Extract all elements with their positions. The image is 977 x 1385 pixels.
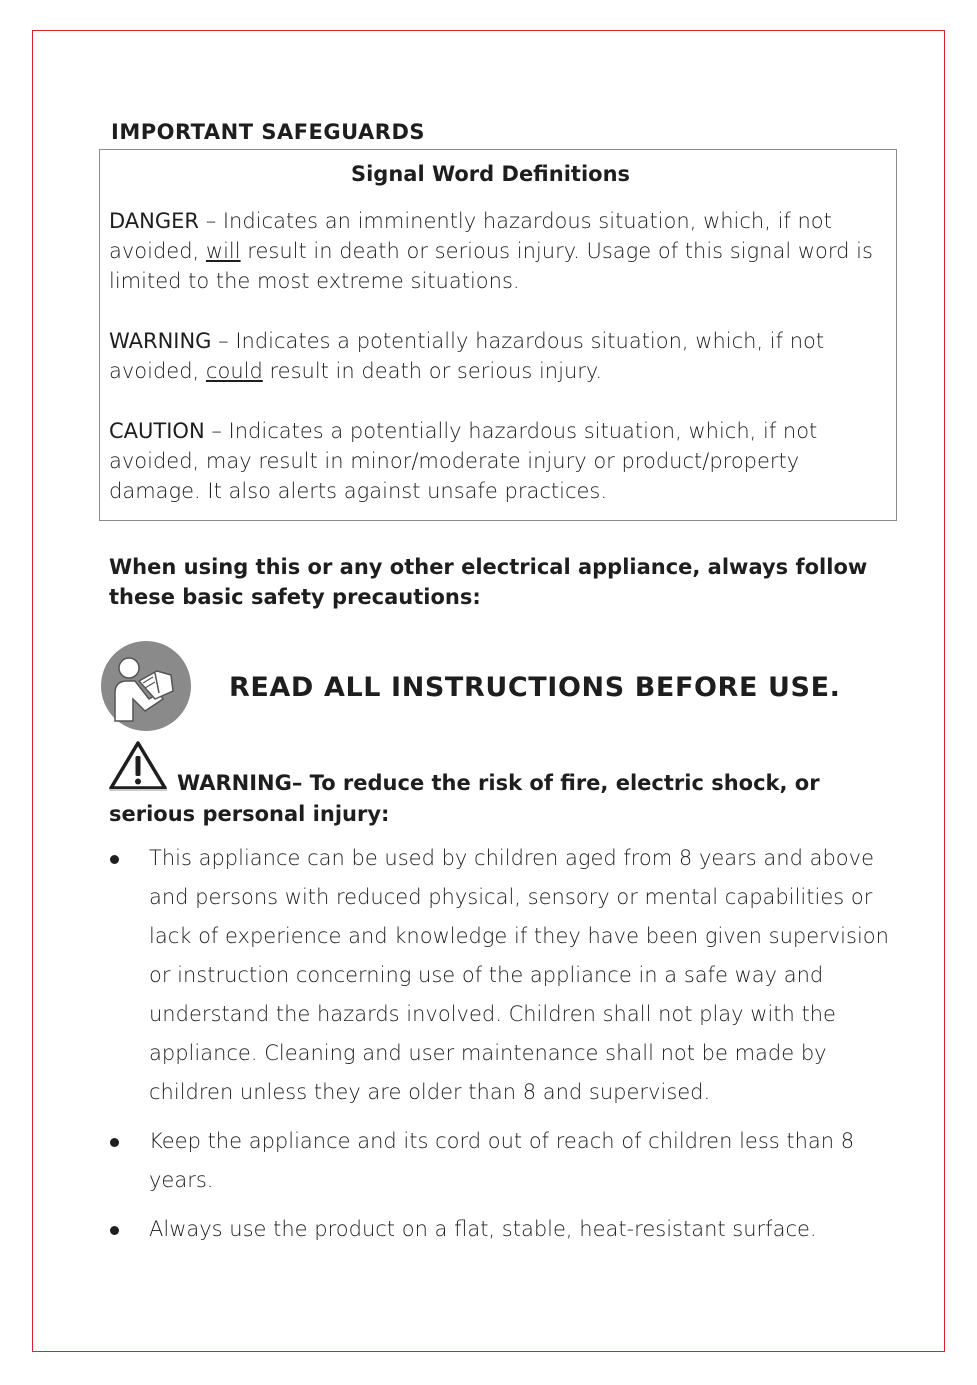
list-item-text: Always use the product on a flat, stable, heat-resistant surface. bbox=[149, 1217, 817, 1241]
safety-intro: When using this or any other electrical appliance, always follow these basic safety precautions: bbox=[109, 555, 868, 609]
section-title: IMPORTANT SAFEGUARDS bbox=[111, 120, 426, 144]
warning-definition bbox=[109, 326, 894, 386]
warning-text-after: result in death or serious injury. bbox=[262, 359, 603, 383]
danger-text-before: – Indicates an imminently hazardous situation, which, if not avoided, bbox=[109, 209, 832, 263]
safety-precautions-list bbox=[110, 839, 900, 1259]
list-item-text: This appliance can be used by children aged from 8 years and above and persons with reduced physical, sensory or mental capabilities or lack of experience and knowledge if they have been given supervision or instruction concerning use of the appliance in a safe way and understand the hazards involved. Children shall not play with the appliance. Cleaning and user maintenance shall not be made by children unless they are older than 8 and supervised. bbox=[149, 846, 889, 1104]
warning-text-before: – Indicates a potentially hazardous situation, which, if not avoided, bbox=[109, 329, 825, 383]
read-manual-icon bbox=[101, 641, 191, 731]
danger-text-after: result in death or serious injury. Usage of this signal word is limited to the most extreme situations. bbox=[109, 239, 873, 293]
warning-header-text: WARNING– To reduce the risk of fire, electric shock, or serious personal injury: bbox=[109, 771, 820, 826]
danger-definition bbox=[109, 206, 894, 296]
danger-term: DANGER bbox=[109, 209, 200, 233]
list-item bbox=[110, 1122, 900, 1200]
warning-underlined-word: could bbox=[205, 359, 263, 383]
caution-text: – Indicates a potentially hazardous situation, which, if not avoided, may result in minor/moderate injury or product/property damage. It also alerts against unsafe practices. bbox=[109, 419, 818, 503]
bullet-icon bbox=[110, 855, 119, 864]
read-instructions-heading: READ ALL INSTRUCTIONS BEFORE USE. bbox=[229, 672, 841, 703]
definitions-heading: Signal Word Definitions bbox=[350, 162, 631, 186]
list-item-text: Keep the appliance and its cord out of reach of children less than 8 years. bbox=[149, 1129, 855, 1192]
list-item bbox=[110, 839, 900, 1112]
list-item bbox=[110, 1210, 900, 1249]
caution-definition bbox=[109, 416, 894, 506]
warning-header bbox=[109, 768, 889, 830]
bullet-icon bbox=[110, 1226, 119, 1235]
warning-term: WARNING bbox=[109, 329, 212, 353]
caution-term: CAUTION bbox=[109, 419, 205, 443]
danger-underlined-word: will bbox=[205, 239, 241, 263]
bullet-icon bbox=[110, 1138, 119, 1147]
